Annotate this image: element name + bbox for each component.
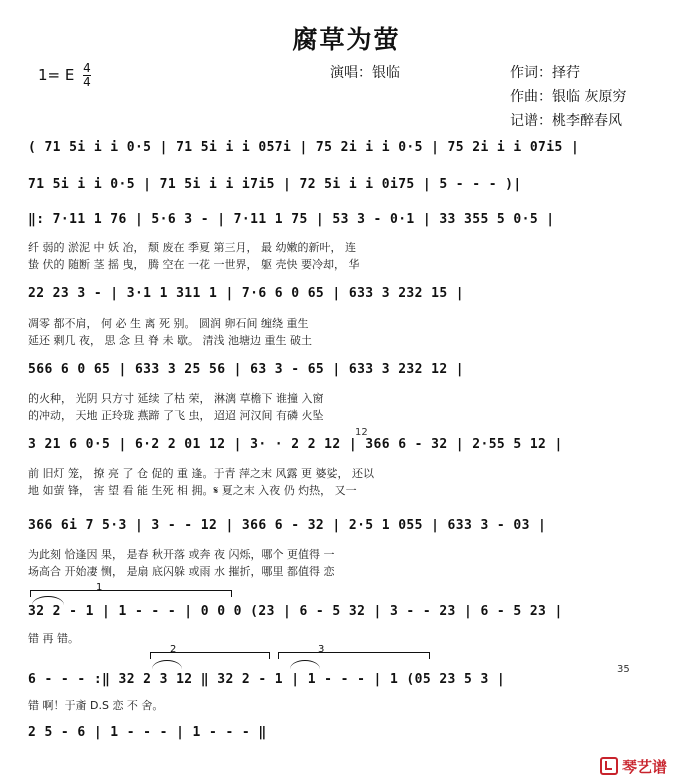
- lyric-line-9: 为此刻 恰逢因 果， 是春 秋开落 或奔 夜 闪烁，哪个 更值得 一: [28, 548, 335, 561]
- volta-number-1: 1: [96, 582, 103, 593]
- slur-mark: [152, 660, 182, 669]
- lyric-line-2: 蛰 伏的 随断 茎 摇 曳， 腾 空在 一花 一世界， 躯 壳快 要冷却， 华: [28, 258, 360, 271]
- volta-bracket-2: [150, 652, 270, 659]
- time-signature: [83, 62, 91, 89]
- measure-number: 12: [355, 427, 368, 438]
- lyric-line-12: 错 啊！于齑 D.S 恋 不 舍。: [28, 699, 164, 712]
- lyric-line-11: 错 再 错。: [28, 632, 79, 645]
- singer-credit: 演唱：银临: [330, 65, 400, 81]
- volta-bracket-1: [30, 590, 232, 597]
- superscript-grace: 35: [617, 664, 630, 675]
- composer-credit: 作曲：银临 灰原穷: [510, 89, 627, 105]
- music-line-8: 32 2 - 1 | 1 - - - | 0 0 0 (23 | 6 - 5 32 | 3 - - 23 | 6 - 5 23 |: [28, 604, 563, 619]
- key-label: 1= E: [38, 66, 75, 84]
- volta-number-2: 2: [170, 644, 177, 655]
- lyric-line-5: 的火种， 光阴 只方寸 延续 了枯 荣， 淋漓 草檐下 谁撞 入窗: [28, 392, 324, 405]
- music-line-9: 6 - - - :‖ 32 2 3 12 ‖ 32 2 - 1 | 1 - - - | 1 (05 23 5 3 |: [28, 672, 506, 687]
- lyric-line-7: 前 旧灯 笼， 撩 亮 了 仓 促的 重 逢。于青 萍之末 风露 更 婆娑， 还以: [28, 467, 374, 480]
- music-line-1: ( 71 5i i i 0·5 | 71 5i i i 057i | 75 2i i i 0·5 | 75 2i i i 07i5 |: [28, 140, 580, 155]
- lyric-line-1: 纤 弱的 淤泥 中 妖 冶， 颓 废在 季夏 第三月， 最 幼嫩的新叶， 连: [28, 241, 356, 254]
- music-line-7: 366 6i 7 5·3 | 3 - - 12 | 366 6 - 32 | 2·5 1 055 | 633 3 - 03 |: [28, 518, 547, 533]
- music-line-10: 2 5 - 6 | 1 - - - | 1 - - - ‖: [28, 725, 267, 740]
- transcriber-credit: 记谱：桃李醉春风: [510, 113, 622, 129]
- logo-text: 琴艺谱: [622, 758, 668, 776]
- music-line-6: 3 21 6 0·5 | 6·2 2 01 12 | 3· · 2 2 12 | 366 6 - 32 | 2·55 5 12 |: [28, 437, 563, 452]
- site-logo: [600, 756, 667, 777]
- lyric-line-3: 凋零 都不肩， 何 必 生 离 死 别。 圆润 卵石间 缠绕 重生: [28, 317, 309, 330]
- lyric-line-10: 场高合 开始凄 恻， 是扇 底闪躲 或雨 水 摧折，哪里 都值得 恋: [28, 565, 335, 578]
- lyric-line-6: 的冲动， 天地 正玲珑 燕蹄 了飞 虫， 迢迢 河汉间 有磷 火坠: [28, 409, 324, 422]
- music-line-4: 22 23 3 - | 3·1 1 311 1 | 7·6 6 0 65 | 633 3 232 15 |: [28, 286, 465, 301]
- lyric-line-4: 延还 剩几 夜， 思 念 旦 脊 未 歇。 清浅 池塘边 重生 破土: [28, 334, 312, 347]
- slur-mark: [290, 660, 320, 669]
- time-signature-top: 4: [83, 61, 91, 75]
- lyric-line-8: 地 如萤 锋， 害 望 看 能 生死 相 拥。𝄋 夏之末 入夜 仍 灼热， 又一: [28, 484, 357, 497]
- music-score-logo-icon: [600, 757, 618, 775]
- key-signature: [38, 62, 91, 89]
- music-line-3: ‖: 7·11 1 76 | 5·6 3 - | 7·11 1 75 | 53 3 - 0·1 | 33 355 5 0·5 |: [28, 212, 555, 227]
- music-line-2: 71 5i i i 0·5 | 71 5i i i i7i5 | 72 5i i i 0i75 | 5 - - - )|: [28, 177, 522, 192]
- lyricist-credit: 作词：择荇: [510, 65, 580, 81]
- volta-bracket-3: [278, 652, 430, 659]
- music-line-5: 566 6 0 65 | 633 3 25 56 | 63 3 - 65 | 633 3 232 12 |: [28, 362, 465, 377]
- volta-number-3: 3: [318, 644, 325, 655]
- song-title: 腐草为萤: [292, 25, 401, 54]
- time-signature-bottom: 4: [83, 75, 91, 89]
